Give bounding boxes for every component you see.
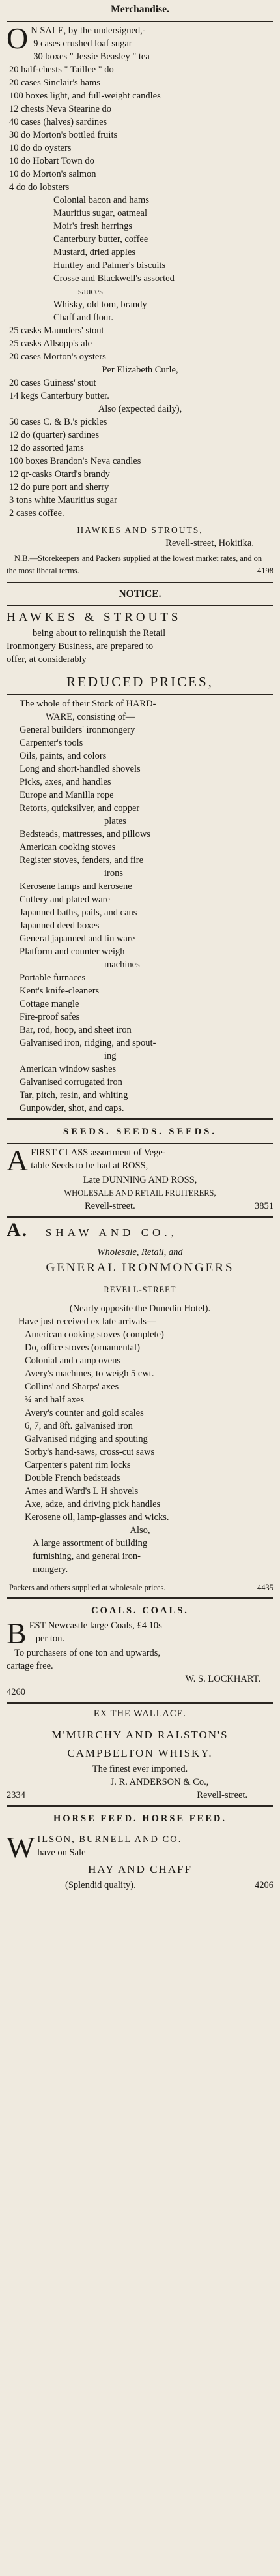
hardware-item: Picks, axes, and handles [20, 777, 111, 787]
hardware-item: Europe and Manilla rope [20, 790, 114, 800]
also-line: A large assortment of building [33, 1538, 148, 1549]
merchandise-line: sauces [78, 286, 103, 297]
hardware-item: Bar, rod, hoop, and sheet iron [20, 1025, 132, 1035]
notice-intro: WARE, consisting of— [46, 712, 135, 722]
merchandise-line: 12 do (quarter) sardines [9, 430, 100, 440]
reference-number: 2334 [7, 1790, 25, 1800]
hardware-item: American window sashes [20, 1064, 117, 1074]
merchandise-line: Canterbury butter, coffee [53, 234, 148, 245]
hardware-item: General builders' ironmongery [20, 725, 135, 735]
trade-line: WHOLESALE AND RETAIL FRUITERERS, [64, 1189, 216, 1198]
reference-number: 4198 [257, 566, 273, 575]
firm-name: HAWKES & STROUTS [7, 611, 182, 624]
note: N.B.—Storekeepers and Packers supplied at the lowest market rates, and on the most liberal terms. 4198 [7, 553, 273, 577]
hardware-item: Bedsteads, mattresses, and pillows [20, 829, 150, 840]
ironmongery-item: Sorby's hand-saws, cross-cut saws [25, 1447, 155, 1457]
hardware-item: Kent's knife-cleaners [20, 986, 100, 996]
merchandise-line: 20 half-chests " Taillee " do [9, 65, 114, 75]
firm-name: SHAW AND CO., [45, 1226, 178, 1239]
merchandise-line: Colonial bacon and hams [53, 195, 149, 205]
ironmongery-item: Colonial and camp ovens [25, 1356, 120, 1366]
merchandise-line: 20 cases Morton's oysters [9, 352, 106, 362]
ironmongery-item: Collins' and Sharps' axes [25, 1382, 119, 1392]
hardware-item: Oils, paints, and colors [20, 751, 107, 761]
product-name: CAMPBELTON WHISKY. [67, 1747, 213, 1759]
note: Packers and others supplied at wholesale prices. 4435 [9, 1583, 273, 1592]
hardware-item: Galvanised iron, ridging, and spout- [20, 1038, 156, 1048]
wallace-title: EX THE WALLACE. [93, 1708, 187, 1719]
notice-line: offer, at considerably [7, 654, 87, 665]
merchandise-line: 12 do pure port and sherry [9, 482, 109, 492]
hardware-item: Japanned deed boxes [20, 920, 100, 931]
location: (Nearly opposite the Dunedin Hotel). [69, 1303, 211, 1314]
also-label: Also, [130, 1525, 150, 1536]
merchandise-line: 10 do Morton's salmon [9, 169, 96, 179]
section-title: Merchandise. [111, 4, 169, 15]
divider [7, 605, 273, 606]
hardware-item: Long and short-handled shovels [20, 764, 141, 774]
merchandise-line: Chaff and flour. [53, 312, 113, 323]
also-line: furnishing, and general iron- [33, 1551, 141, 1562]
merchandise-line: 25 casks Maunders' stout [9, 326, 104, 336]
whisky-advertisement [7, 1707, 273, 1802]
drop-cap: B [7, 1616, 27, 1650]
coals-line: EST Newcastle large Coals, £4 10s [29, 1620, 162, 1631]
hardware-item: machines [104, 960, 140, 970]
coals-advertisement [7, 1602, 273, 1699]
reference-number: 4260 [7, 1687, 25, 1697]
hardware-item: General japanned and tin ware [20, 933, 135, 944]
seeds-line: table Seeds to be had at ROSS, [31, 1160, 148, 1171]
merchandise-line: 20 cases Sinclair's hams [9, 78, 100, 88]
ironmongery-item: Carpenter's patent rim locks [25, 1460, 131, 1470]
merchandise-line: 9 cases crushed loaf sugar [33, 38, 132, 49]
merchandise-line: Huntley and Palmer's biscuits [53, 260, 166, 271]
merchandise-line: 20 cases Guiness' stout [9, 378, 96, 388]
firm-name: Late DUNNING AND ROSS, [83, 1175, 197, 1185]
merchandise-line: 10 do Hobart Town do [9, 156, 94, 166]
ironmongery-item: Double French bedsteads [25, 1473, 120, 1483]
drop-cap: A. [7, 1221, 29, 1241]
merchandise-line: 3 tons white Mauritius sugar [9, 495, 117, 506]
divider [7, 21, 273, 22]
notice-line: being about to relinquish the Retail [33, 628, 166, 639]
merchandise-line: 100 boxes Brandon's Neva candles [9, 456, 141, 466]
merchandise-line: 30 do Morton's bottled fruits [9, 130, 118, 140]
divider [7, 1118, 273, 1120]
merchandise-line: N SALE, by the undersigned,- [31, 25, 146, 36]
merchandise-line: Mauritius sugar, oatmeal [53, 208, 147, 219]
agent: J. R. ANDERSON & Co., [110, 1777, 209, 1787]
divider [7, 1597, 273, 1599]
hardware-item: Cutlery and plated ware [20, 894, 110, 905]
merchandise-line: 4 do do lobsters [9, 182, 70, 192]
ironmongery-item: Kerosene oil, lamp-glasses and wicks. [25, 1512, 169, 1523]
merchandise-line: Whisky, old tom, brandy [53, 299, 147, 310]
signature: HAWKES AND STROUTS, [77, 525, 203, 535]
proprietor: W. S. LOCKHART. [185, 1674, 260, 1684]
merchandise-line: 40 cases (halves) sardines [9, 117, 107, 127]
divider [7, 694, 273, 695]
tagline: The finest ever imported. [92, 1764, 188, 1774]
hardware-item: Fire-proof safes [20, 1012, 80, 1022]
coals-line: cartage free. [7, 1661, 53, 1671]
hardware-item: Japanned baths, pails, and cans [20, 907, 137, 918]
seeds-line: FIRST CLASS assortment of Vege- [31, 1147, 166, 1158]
merchandise-line: 50 cases C. & B.'s pickles [9, 417, 107, 427]
coals-title: COALS. COALS. [91, 1605, 189, 1616]
notice-heading: REDUCED PRICES, [66, 674, 214, 689]
ironmongery-item: American cooking stoves (complete) [25, 1329, 164, 1340]
merchandise-line: 2 cases coffee. [9, 508, 64, 519]
firm-name: ILSON, BURNELL AND CO. [37, 1834, 182, 1845]
seeds-advertisement [7, 1123, 273, 1213]
ironmongery-item: Avery's machines, to weigh 5 cwt. [25, 1369, 154, 1379]
ironmongery-list [7, 1328, 273, 1524]
notice-line: Ironmongery Business, are prepared to [7, 641, 154, 652]
address: Revell-street, Hokitika. [165, 538, 254, 549]
merchandise-line: 14 kegs Canterbury butter. [9, 391, 109, 401]
ironmongery-item: ¾ and half axes [25, 1395, 84, 1405]
shaw-intro: Have just received ex late arrivals— [18, 1316, 156, 1327]
hardware-item: Tar, pitch, resin, and whiting [20, 1090, 128, 1100]
hardware-item: Platform and counter weigh [20, 947, 125, 957]
horsefeed-title: HORSE FEED. HORSE FEED. [53, 1813, 227, 1824]
drop-cap: O [7, 22, 29, 55]
divider [7, 581, 273, 583]
reference-number: 4435 [257, 1583, 273, 1592]
firm-header [7, 1221, 273, 1242]
hardware-item: Portable furnaces [20, 973, 86, 983]
ironmongery-item: Galvanised ridging and spouting [25, 1434, 148, 1444]
firm-name: M'MURCHY AND RALSTON'S [51, 1729, 229, 1741]
drop-cap: A [7, 1144, 29, 1177]
merchandise-line: 30 boxes " Jessie Beasley " tea [33, 52, 150, 62]
notice-advertisement [7, 586, 273, 1115]
street: REVELL-STREET [104, 1285, 176, 1294]
coals-line: To purchasers of one ton and upwards, [14, 1648, 161, 1658]
merchandise-list [7, 24, 273, 520]
address: 2334 Revell-street. [7, 1790, 247, 1800]
divider [7, 1702, 273, 1704]
merchandise-line: 12 qr-casks Otard's brandy [9, 469, 110, 479]
merchandise-line: Per Elizabeth Curle, [102, 365, 178, 375]
divider [7, 1805, 273, 1807]
hardware-list [7, 723, 273, 1115]
ironmongery-item: Avery's counter and gold scales [25, 1408, 144, 1418]
quality-line: (Splendid quality). 4206 [65, 1880, 273, 1890]
merchandise-line: 100 boxes light, and full-weight candles [9, 91, 161, 101]
divider [7, 1143, 273, 1144]
reference-number: 4206 [255, 1880, 273, 1890]
horse-feed-advertisement [7, 1810, 273, 1892]
hardware-item: ing [104, 1051, 117, 1061]
ironmongery-item: Axe, adze, and driving pick handles [25, 1499, 161, 1509]
hardware-item: Register stoves, fenders, and fire [20, 855, 144, 866]
hardware-item: American cooking stoves [20, 842, 116, 853]
seeds-title: SEEDS. SEEDS. SEEDS. [63, 1127, 217, 1137]
hardware-item: Galvanised corrugated iron [20, 1077, 122, 1087]
hardware-item: Carpenter's tools [20, 738, 83, 748]
hardware-item: irons [104, 868, 123, 879]
merchandise-line: 25 casks Allsopp's ale [9, 339, 92, 349]
trade-line: Wholesale, Retail, and [97, 1247, 183, 1258]
ironmongery-item: Do, office stoves (ornamental) [25, 1342, 140, 1353]
reference-number: 3851 [255, 1201, 273, 1211]
divider [7, 1216, 273, 1218]
address: Revell-street. 3851 [85, 1201, 273, 1211]
shaw-heading: GENERAL IRONMONGERS [46, 1261, 234, 1275]
drop-cap: W [7, 1830, 35, 1864]
merchandise-line: 12 do assorted jams [9, 443, 84, 453]
shaw-advertisement [7, 1221, 273, 1594]
merchandise-line: 10 do do oysters [9, 143, 72, 153]
hardware-item: Cottage mangle [20, 999, 79, 1009]
merchandise-line: Mustard, dried apples [53, 247, 136, 258]
merchandise-line: Moir's fresh herrings [53, 221, 133, 232]
product-name: HAY AND CHAFF [88, 1863, 192, 1875]
notice-intro: The whole of their Stock of HARD- [20, 699, 156, 709]
notice-title: NOTICE. [119, 588, 161, 599]
hardware-item: Gunpowder, shot, and caps. [20, 1103, 124, 1114]
hardware-item: plates [104, 816, 126, 826]
also-line: mongery. [33, 1564, 68, 1575]
merchandise-line: 12 chests Neva Stearine do [9, 104, 112, 114]
hardware-item: Kerosene lamps and kerosene [20, 881, 132, 892]
horsefeed-line: have on Sale [37, 1847, 86, 1858]
hardware-item: Retorts, quicksilver, and copper [20, 803, 140, 813]
ironmongery-item: 6, 7, and 8ft. galvanised iron [25, 1421, 133, 1431]
ironmongery-item: Ames and Ward's L H shovels [25, 1486, 139, 1496]
coals-line: per ton. [35, 1633, 64, 1644]
merchandise-line: Also (expected daily), [98, 404, 182, 414]
merchandise-advertisement [7, 24, 273, 577]
merchandise-line: Crosse and Blackwell's assorted [53, 273, 175, 284]
